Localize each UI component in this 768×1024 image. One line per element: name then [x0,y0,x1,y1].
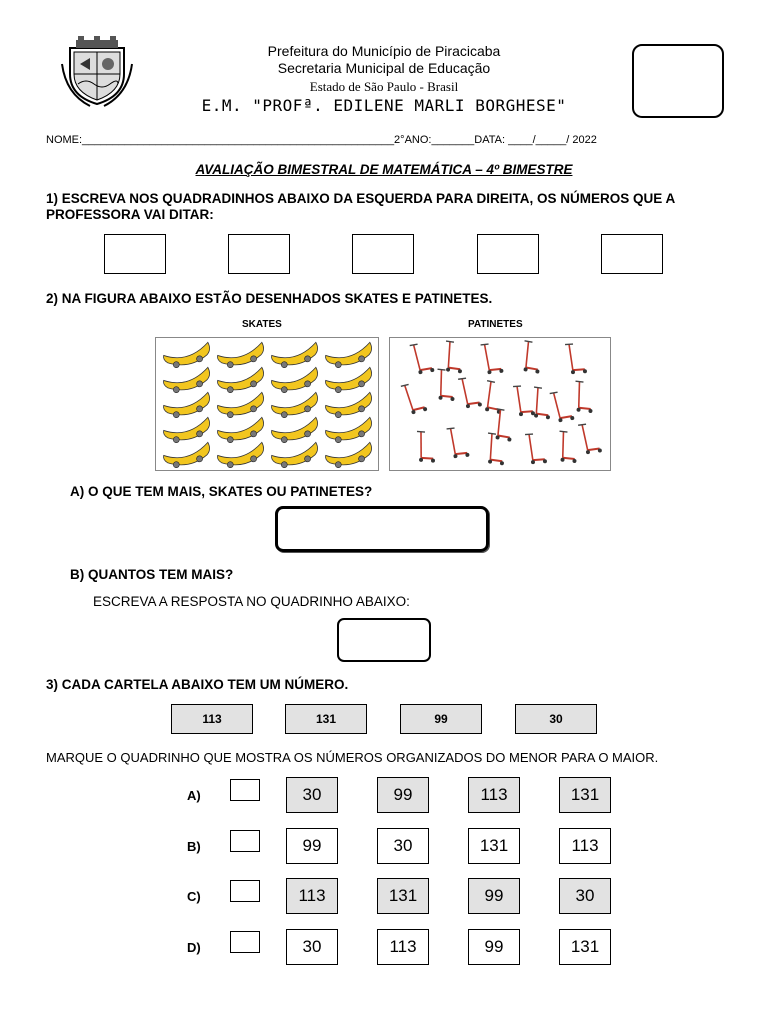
q1-answer-box-5[interactable] [601,234,663,274]
skate-icon [271,342,321,370]
skate-icon [163,367,213,395]
option-c-checkbox[interactable] [230,880,260,902]
patinete-icon [458,376,482,408]
patinete-icon [556,431,579,463]
option-d-checkbox[interactable] [230,931,260,953]
patinete-icon [572,381,595,413]
patinete-icon [565,343,587,374]
q1-answer-box-1[interactable] [104,234,166,274]
patinete-icon [434,369,457,401]
q2b-text: B) QUANTOS TEM MAIS? [70,567,234,582]
option-d-number: 131 [559,929,611,965]
skate-icon [163,392,213,420]
q3-text: 3) CADA CARTELA ABAIXO TEM UM NÚMERO. [46,677,349,692]
number-card: 131 [285,704,367,734]
option-c-number: 30 [559,878,611,914]
option-c-number: 131 [377,878,429,914]
q1-text-line2: PROFESSORA VAI DITAR: [46,207,214,222]
option-b-number: 99 [286,828,338,864]
option-a-number: 99 [377,777,429,813]
q2a-answer-box[interactable] [275,506,489,552]
option-a-checkbox[interactable] [230,779,260,801]
skate-icon [325,417,375,445]
school-name: E.M. "PROFª. EDILENE MARLI BORGHESE" [201,96,567,115]
skate-icon [325,392,375,420]
patinetes-picture [389,337,611,471]
patinete-icon [447,427,470,459]
skate-icon [325,342,375,370]
q2-text: 2) NA FIGURA ABAIXO ESTÃO DESENHADOS SKATES E PATINETES. [46,291,493,306]
option-a-number: 131 [559,777,611,813]
patinetes-label: PATINETES [468,319,523,330]
skate-icon [163,417,213,445]
header-line-3: Estado de São Paulo - Brasil [309,79,459,94]
q1-answer-box-4[interactable] [477,234,539,274]
patinete-icon [578,422,602,454]
option-d-number: 30 [286,929,338,965]
skate-icon [163,342,213,370]
patinete-icon [491,409,516,442]
option-d-label: D) [187,940,201,955]
option-d-number: 113 [377,929,429,965]
skate-icon [325,367,375,395]
student-info-line[interactable]: NOME:___________________________________________________2°ANO:_______DATA: ____/_____/ 2022 [46,134,597,146]
skate-icon [217,392,267,420]
option-c-number: 99 [468,878,520,914]
skate-icon [271,417,321,445]
option-a-number: 30 [286,777,338,813]
skate-icon [217,442,267,470]
q2a-text: A) O QUE TEM MAIS, SKATES OU PATINETES? [70,484,373,499]
number-card: 30 [515,704,597,734]
skate-icon [163,442,213,470]
patinete-icon [481,381,507,415]
option-b-number: 30 [377,828,429,864]
option-b-label: B) [187,839,201,854]
option-c-number: 113 [286,878,338,914]
grade-box[interactable] [632,44,724,118]
patinete-icon [401,382,428,416]
q2b-answer-box[interactable] [337,618,431,662]
option-d-number: 99 [468,929,520,965]
skate-icon [217,367,267,395]
option-b-number: 131 [468,828,520,864]
option-a-number: 113 [468,777,520,813]
number-card: 99 [400,704,482,734]
header-line-2: Secretaria Municipal de Educação [277,60,491,76]
patinete-icon [415,431,437,462]
q1-answer-box-3[interactable] [352,234,414,274]
header-line-1: Prefeitura do Município de Piracicaba [267,43,501,59]
skate-icon [217,417,267,445]
option-b-checkbox[interactable] [230,830,260,852]
patinete-icon [481,343,504,375]
option-a-label: A) [187,788,201,803]
patinete-icon [513,385,535,416]
skate-icon [325,442,375,470]
skate-icon [217,342,267,370]
patinete-icon [525,433,547,464]
option-c-label: C) [187,889,201,904]
q2b-instruction: ESCREVA A RESPOSTA NO QUADRINHO ABAIXO: [93,594,410,609]
page-title: AVALIAÇÃO BIMESTRAL DE MATEMÁTICA – 4º BIMESTRE [195,162,573,177]
patinete-icon [442,341,466,373]
q1-text-line1: 1) ESCREVA NOS QUADRADINHOS ABAIXO DA ESQUERDA PARA DIREITA, OS NÚMEROS QUE A [46,191,676,206]
number-card: 113 [171,704,253,734]
option-b-number: 113 [559,828,611,864]
skates-label: SKATES [242,319,282,330]
q1-answer-box-2[interactable] [228,234,290,274]
skate-icon [271,442,321,470]
patinete-icon [550,390,575,423]
q3-instruction: MARQUE O QUADRINHO QUE MOSTRA OS NÚMEROS ORGANIZADOS DO MENOR PARA O MAIOR. [46,750,659,765]
patinete-icon [410,342,435,375]
skate-icon [271,367,321,395]
patinete-icon [519,341,544,374]
skate-icon [271,392,321,420]
skates-picture [155,337,379,471]
